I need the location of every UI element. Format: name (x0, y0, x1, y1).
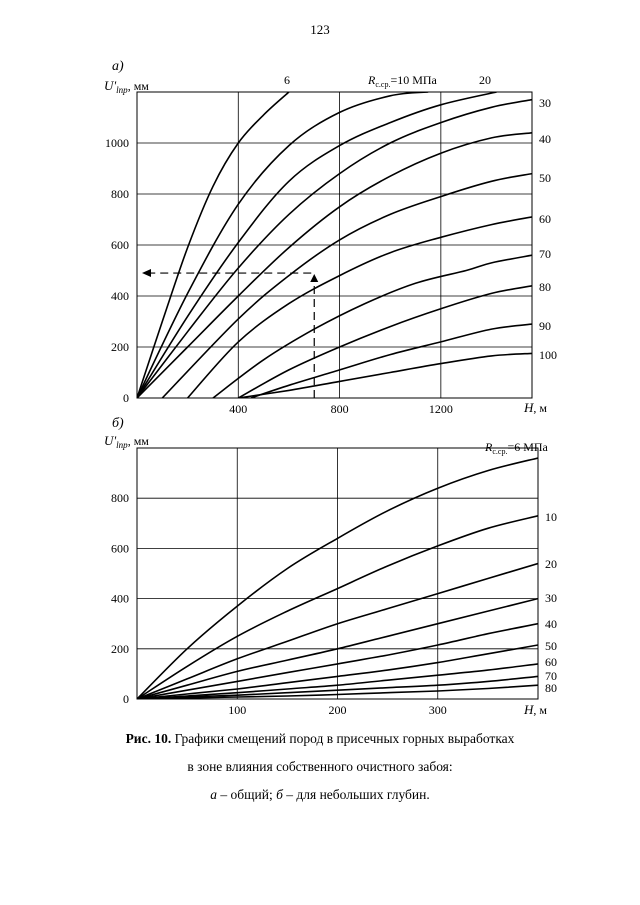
x-tick-label: 800 (330, 402, 349, 416)
series-label-30: 30 (539, 96, 551, 110)
series-line-30 (137, 100, 532, 398)
caption-label: Рис. 10. (125, 731, 172, 746)
legend-annotation: $R_{с.ср.}=10$ МПа (368, 73, 437, 89)
y-tick-label: 800 (111, 491, 129, 506)
y-tick-label: 400 (111, 591, 129, 606)
series-label-30: 30 (545, 591, 557, 605)
series-label-70: 70 (539, 247, 551, 261)
y-tick-label: 0 (123, 692, 129, 706)
y-tick-label: 1000 (105, 136, 129, 150)
series-label-70: 70 (545, 669, 557, 683)
x-axis-label: H, м (524, 702, 547, 717)
caption-line-2: в зоне влияния собственного очистного забоя: (187, 759, 453, 774)
series-label-60: 60 (539, 212, 551, 226)
series-label-10: 10 (545, 510, 557, 524)
legend-annotation: $R_{с.ср.}=6$ МПа (485, 440, 548, 456)
series-label-100: 100 (539, 348, 557, 362)
y-tick-label: 200 (111, 340, 129, 354)
x-tick-label: 200 (328, 703, 347, 717)
annotation-dashed-path (143, 273, 314, 398)
series-label-40: 40 (539, 132, 551, 146)
y-tick-label: 600 (111, 541, 129, 556)
chart-panel-a (104, 59, 557, 416)
chart-panel-b (104, 416, 557, 717)
x-tick-label: 300 (428, 703, 447, 717)
series-line-100 (238, 353, 532, 398)
series-label-80: 80 (545, 681, 557, 695)
y-tick-label: 800 (111, 187, 129, 201)
caption-b-text: – для небольших глубин. (282, 787, 430, 802)
x-axis-label: H, м (524, 400, 547, 415)
y-tick-label: 200 (111, 641, 129, 656)
series-label-60: 60 (545, 655, 557, 669)
y-tick-label: 0 (123, 391, 129, 405)
caption-text-1: Графики смещений пород в присечных горных выработках (174, 731, 515, 746)
page-number: 123 (310, 22, 330, 37)
series-label-20: 20 (479, 73, 491, 87)
series-line-90 (251, 324, 532, 398)
caption-b-marker: б (276, 787, 283, 802)
figure-caption (70, 725, 570, 809)
series-label-6: 6 (284, 73, 290, 87)
series-label-50: 50 (539, 171, 551, 185)
annotation-arrow-left (142, 269, 151, 277)
series-label-50: 50 (545, 639, 557, 653)
x-tick-label: 1200 (428, 402, 453, 416)
y-axis-label: $U'_{lпр}$, мм (104, 78, 149, 95)
series-label-20: 20 (545, 557, 557, 571)
caption-line-3 (70, 781, 570, 809)
series-label-80: 80 (539, 280, 551, 294)
annotation-arrow-up (310, 274, 318, 282)
series-line-80 (238, 286, 532, 398)
panel-label: а) (112, 59, 124, 74)
caption-a-marker: а (210, 787, 217, 802)
series-label-40: 40 (545, 617, 557, 631)
y-axis-label: $U'_{lпр}$, мм (104, 433, 149, 450)
series-line-70 (213, 255, 532, 398)
caption-line-1 (70, 725, 570, 753)
series-label-90: 90 (539, 319, 551, 333)
y-tick-label: 600 (111, 238, 129, 252)
series-line-60 (188, 217, 532, 398)
x-tick-label: 100 (228, 703, 247, 717)
panel-label: б) (112, 416, 124, 431)
x-tick-label: 400 (229, 402, 248, 416)
y-tick-label: 400 (111, 289, 129, 303)
caption-a-text: – общий; (217, 787, 277, 802)
